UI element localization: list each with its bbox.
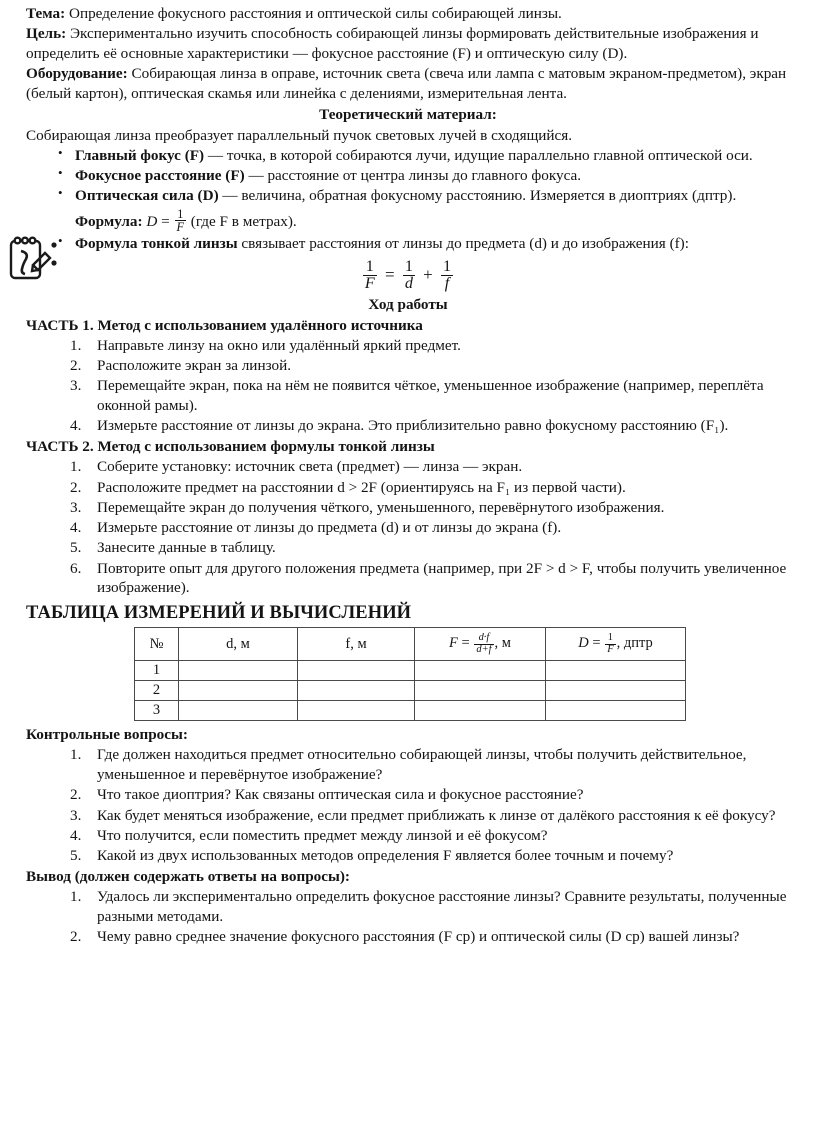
list-item: Повторите опыт для другого положения предмета (например, при 2F > d > F, чтобы получить увеличенное изображение). xyxy=(97,559,787,597)
header-var-D: D xyxy=(578,635,589,652)
frac-denominator: d xyxy=(404,274,413,292)
optical-power-formula-line xyxy=(75,206,790,233)
frac-numerator: 1 xyxy=(365,257,374,275)
formula-label: Формула: xyxy=(75,213,143,231)
frac-numerator: 1 xyxy=(404,257,413,275)
cell-D[interactable] xyxy=(546,661,686,681)
part1-step-list xyxy=(26,336,790,436)
header-unit-F: , м xyxy=(494,635,511,652)
frac-one-over-F xyxy=(363,259,377,292)
term-focal-length-text: — расстояние от центра линзы до главного фокуса. xyxy=(244,167,582,184)
questions-list xyxy=(26,745,790,866)
cell-F[interactable] xyxy=(415,661,546,681)
equation-equals: = xyxy=(385,265,395,285)
term-main-focus-text: — точка, в которой собираются лучи, идущие параллельно главной оптической оси. xyxy=(204,146,753,164)
term-thin-lens-formula: Формула тонкой линзы xyxy=(75,234,238,252)
list-item: Где должен находиться предмет относительно собирающей линзы, чтобы получить действительное, уменьшенное и перевёрнутое изображение? xyxy=(97,746,747,784)
goal-label: Цель: xyxy=(26,25,67,43)
frac-denominator: f xyxy=(441,275,453,292)
header-var-F: F xyxy=(449,635,458,652)
equipment-text: Собирающая линза в оправе, источник света (свеча или лампа с матовым экраном-предметом), экран (белый картон), оптическая скамья или линейка с делениями, измерительная лента. xyxy=(26,65,787,102)
term-optical-power: Оптическая сила (D) xyxy=(75,187,219,205)
term-thin-lens-text: связывает расстояния от линзы до предмета (d) и до изображения (f): xyxy=(237,234,689,252)
list-item: Перемещайте экран, пока на нём не появится чёткое, уменьшенное изображение (например, переплёта оконной рамы). xyxy=(97,377,764,415)
theory-intro: Собирающая линза преобразует параллельный пучок световых лучей в сходящийся. xyxy=(26,126,573,144)
column-header-D xyxy=(546,628,686,661)
cell-D[interactable] xyxy=(546,701,686,721)
column-header-f: f, м xyxy=(298,628,415,661)
column-header-number: № xyxy=(135,628,179,661)
list-item: Что получится, если поместить предмет между линзой и её фокусом? xyxy=(97,826,548,844)
header-eq-D: = xyxy=(592,635,601,652)
table-header-row xyxy=(135,628,686,661)
goal-text: Экспериментально изучить способность собирающей линзы формировать действительные изображения и определить её основные характеристики — фокусное расстояние (F) и оптическую силу (D). xyxy=(26,25,759,62)
frac-one-over-d xyxy=(403,259,415,292)
header-unit-D: , дптр xyxy=(616,635,653,652)
topic-text: Определение фокусного расстояния и оптической силы собирающей линзы. xyxy=(68,5,562,22)
equipment-line xyxy=(26,64,790,104)
list-item xyxy=(26,146,790,166)
questions-heading: Контрольные вопросы: xyxy=(26,726,188,744)
list-item: Чему равно среднее значение фокусного расстояния (F ср) и оптической силы (D ср) вашей линзы? xyxy=(97,928,740,946)
list-item: Расположите предмет на расстоянии d > 2F (ориентируясь на F₁ из первой части). xyxy=(97,478,626,496)
part1-heading: ЧАСТЬ 1. Метод с использованием удалённого источника xyxy=(26,316,423,334)
fraction-one-over-F xyxy=(175,208,186,233)
frac-numerator: 1 xyxy=(443,257,452,275)
table-row xyxy=(135,681,686,701)
conclusion-heading: Вывод (должен содержать ответы на вопросы): xyxy=(26,867,350,885)
header-fraction-F xyxy=(474,633,493,655)
header-eq-F: = xyxy=(461,635,470,652)
list-item xyxy=(26,234,790,254)
list-item xyxy=(26,166,790,186)
header-fraction-D xyxy=(605,633,615,655)
list-item: Измерьте расстояние от линзы до предмета (d) и от линзы до экрана (f). xyxy=(97,519,562,537)
term-focal-length: Фокусное расстояние (F) xyxy=(75,167,245,184)
part2-heading: ЧАСТЬ 2. Метод с использованием формулы тонкой линзы xyxy=(26,438,435,456)
column-header-F xyxy=(415,628,546,661)
frac-denominator: F xyxy=(607,643,614,655)
cell-f[interactable] xyxy=(298,681,415,701)
frac-denominator: d+f xyxy=(476,643,492,655)
cell-d[interactable] xyxy=(179,681,298,701)
table-heading: ТАБЛИЦА ИЗМЕРЕНИЙ И ВЫЧИСЛЕНИЙ xyxy=(26,603,412,624)
cell-number: 2 xyxy=(135,681,179,701)
column-header-d: d, м xyxy=(179,628,298,661)
list-item: Удалось ли экспериментально определить фокусное расстояние линзы? Сравните результаты, полученные разными методами. xyxy=(97,888,787,925)
formula-variable-D: D xyxy=(146,213,158,231)
formula-equals: = xyxy=(161,213,170,231)
list-item: Занесите данные в таблицу. xyxy=(97,539,276,557)
cell-F[interactable] xyxy=(415,701,546,721)
equipment-label: Оборудование: xyxy=(26,65,128,83)
cell-number: 3 xyxy=(135,701,179,721)
term-optical-power-text: — величина, обратная фокусному расстоянию. Измеряется в диоптриях (дптр). xyxy=(218,187,737,205)
conclusion-list xyxy=(26,887,790,947)
cell-number: 1 xyxy=(135,661,179,681)
frac-one-over-f xyxy=(441,259,453,292)
procedure-heading: Ход работы xyxy=(368,295,448,313)
theory-heading: Теоретический материал: xyxy=(319,105,497,123)
cell-d[interactable] xyxy=(179,661,298,681)
list-item: Направьте линзу на окно или удалённый яркий предмет. xyxy=(97,336,461,354)
list-item: Как будет меняться изображение, если предмет приближать к линзе от далёкого расстояния к её фокусу? xyxy=(97,806,776,824)
list-item xyxy=(26,186,790,233)
measurement-table xyxy=(134,627,686,721)
term-main-focus: Главный фокус (F) xyxy=(75,146,205,164)
equation-plus: + xyxy=(423,265,433,285)
table-row xyxy=(135,661,686,681)
list-item: Что такое диоптрия? Как связаны оптическая сила и фокусное расстояние? xyxy=(97,786,584,804)
thin-lens-equation xyxy=(26,259,790,292)
cell-F[interactable] xyxy=(415,681,546,701)
list-item: Какой из двух использованных методов определения F является более точным и почему? xyxy=(97,847,674,865)
cell-D[interactable] xyxy=(546,681,686,701)
list-item: Соберите установку: источник света (предмет) — линза — экран. xyxy=(97,458,523,476)
frac-denominator: F xyxy=(364,274,375,292)
list-item: Расположите экран за линзой. xyxy=(97,357,291,375)
topic-label: Тема: xyxy=(26,5,66,22)
list-item: Перемещайте экран до получения чёткого, уменьшенного, перевёрнутого изображения. xyxy=(97,498,665,516)
fraction-denominator: F xyxy=(176,220,184,235)
table-row xyxy=(135,701,686,721)
frac-numerator: 1 xyxy=(607,632,613,644)
goal-line xyxy=(26,24,790,64)
part2-step-list xyxy=(26,457,790,598)
cell-d[interactable] xyxy=(179,701,298,721)
formula-note: (где F в метрах). xyxy=(190,213,297,231)
fraction-numerator: 1 xyxy=(177,207,184,221)
frac-numerator: d·f xyxy=(478,632,490,644)
topic-line xyxy=(26,4,790,24)
cell-f[interactable] xyxy=(298,661,415,681)
cell-f[interactable] xyxy=(298,701,415,721)
measurement-table-wrapper xyxy=(26,627,790,721)
list-item: Измерьте расстояние от линзы до экрана. Это приблизительно равно фокусному расстоянию (F₁). xyxy=(97,417,729,435)
theory-bullet-list xyxy=(26,146,790,254)
